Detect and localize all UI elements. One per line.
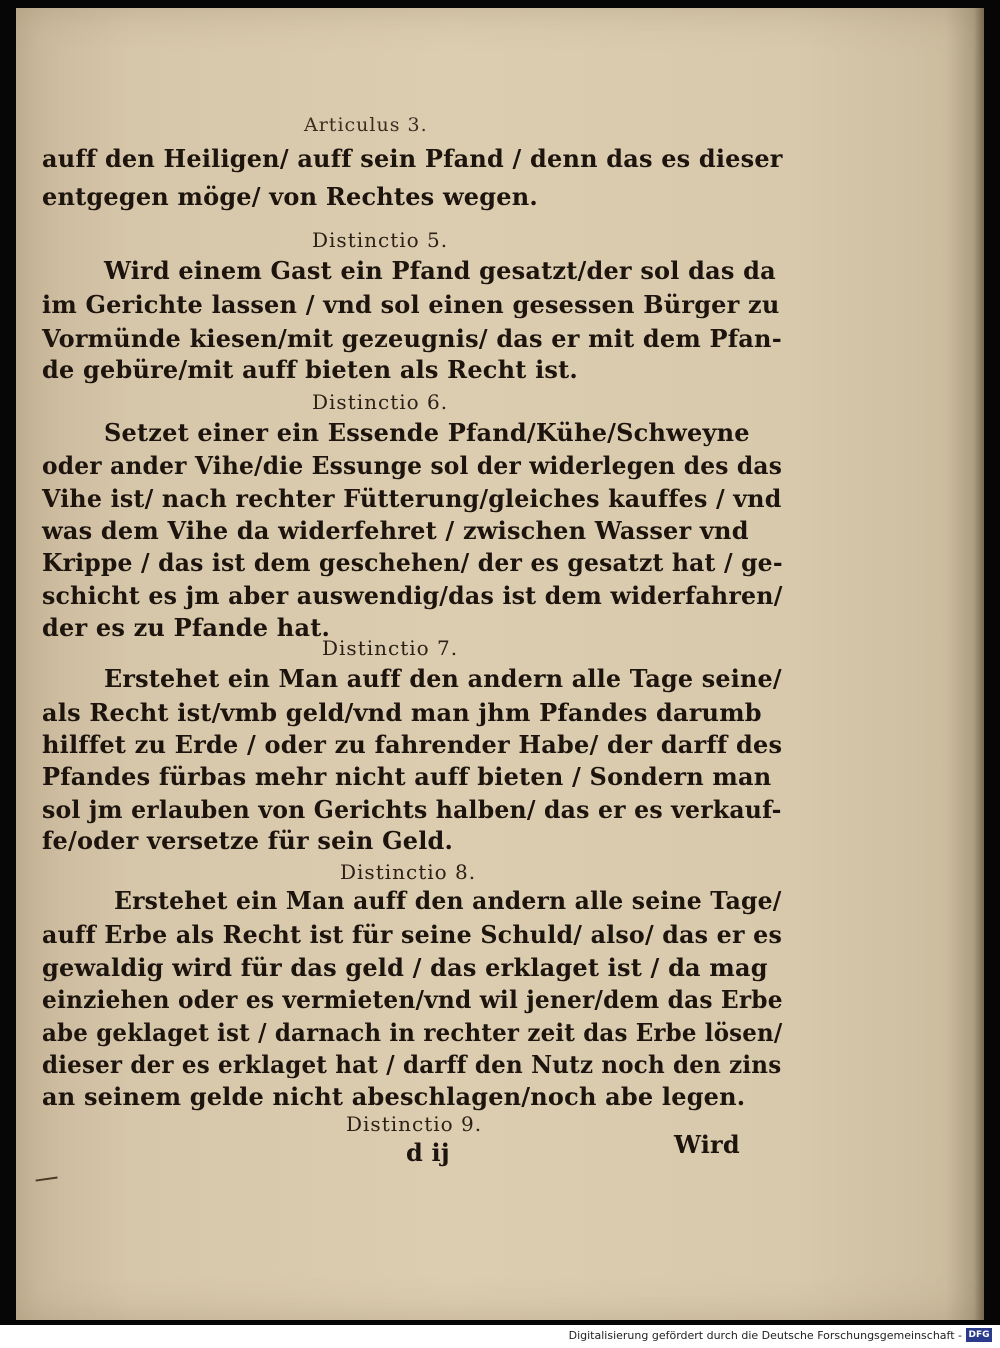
text-line: entgegen möge/ von Rechtes wegen. [42, 182, 538, 211]
section-heading: Distinctio 7. [322, 636, 459, 660]
text-line: sol jm erlauben von Gerichts halben/ das er es verkauf- [42, 795, 782, 824]
text-line: dieser der es erklaget hat / darff den Nutz noch den zins [42, 1050, 782, 1079]
footer-credit: Digitalisierung gefördert durch die Deutsche Forschungsgemeinschaft - [568, 1329, 962, 1342]
text-line: de gebüre/mit auff bieten als Recht ist. [42, 355, 578, 384]
text-line: einziehen oder es vermieten/vnd wil jener/dem das Erbe [42, 985, 783, 1014]
catchword: Wird [674, 1130, 740, 1159]
text-line: Erstehet ein Man auff den andern alle Tage seine/ [104, 664, 782, 693]
section-heading: Distinctio 5. [312, 228, 449, 252]
book-page [16, 8, 984, 1320]
text-line: auff den Heiligen/ auff sein Pfand / denn das es dieser [42, 144, 783, 173]
text-line: Pfandes fürbas mehr nicht auff bieten / Sondern man [42, 762, 772, 791]
ink-smudge [36, 1177, 59, 1188]
signature-mark: d ij [406, 1138, 450, 1167]
dfg-logo: DFG [966, 1328, 992, 1342]
text-line: Vihe ist/ nach rechter Fütterung/gleiches kauffes / vnd [42, 484, 782, 513]
text-line: hilffet zu Erde / oder zu fahrender Habe/ der darff des [42, 730, 783, 759]
section-heading: Distinctio 6. [312, 390, 449, 414]
text-line: gewaldig wird für das geld / das erklaget ist / da mag [42, 953, 768, 982]
text-line: fe/oder versetze für sein Geld. [42, 826, 454, 855]
text-line: Wird einem Gast ein Pfand gesatzt/der sol das da [104, 256, 776, 285]
text-line: Krippe / das ist dem geschehen/ der es gesatzt hat / ge- [42, 548, 783, 577]
text-line: auff Erbe als Recht ist für seine Schuld/ also/ das er es [42, 920, 783, 949]
running-head: Articulus 3. [304, 114, 428, 136]
text-line: Setzet einer ein Essende Pfand/Kühe/Schweyne [104, 418, 750, 447]
text-line: Erstehet ein Man auff den andern alle seine Tage/ [114, 886, 782, 915]
footer-bar [0, 1325, 1000, 1348]
text-line: abe geklaget ist / darnach in rechter zeit das Erbe lösen/ [42, 1018, 783, 1047]
text-line: im Gerichte lassen / vnd sol einen gesessen Bürger zu [42, 290, 780, 319]
text-line: der es zu Pfande hat. [42, 613, 331, 642]
text-line: was dem Vihe da widerfehret / zwischen Wasser vnd [42, 516, 749, 545]
text-line: oder ander Vihe/die Essunge sol der widerlegen des das [42, 451, 783, 480]
text-line: an seinem gelde nicht abeschlagen/noch abe legen. [42, 1082, 746, 1111]
text-line: schicht es jm aber auswendig/das ist dem widerfahren/ [42, 581, 783, 610]
section-heading: Distinctio 8. [340, 860, 477, 884]
text-line: Vormünde kiesen/mit gezeugnis/ das er mit dem Pfan- [42, 324, 782, 353]
text-line: als Recht ist/vmb geld/vnd man jhm Pfandes darumb [42, 698, 762, 727]
section-heading: Distinctio 9. [346, 1112, 483, 1136]
